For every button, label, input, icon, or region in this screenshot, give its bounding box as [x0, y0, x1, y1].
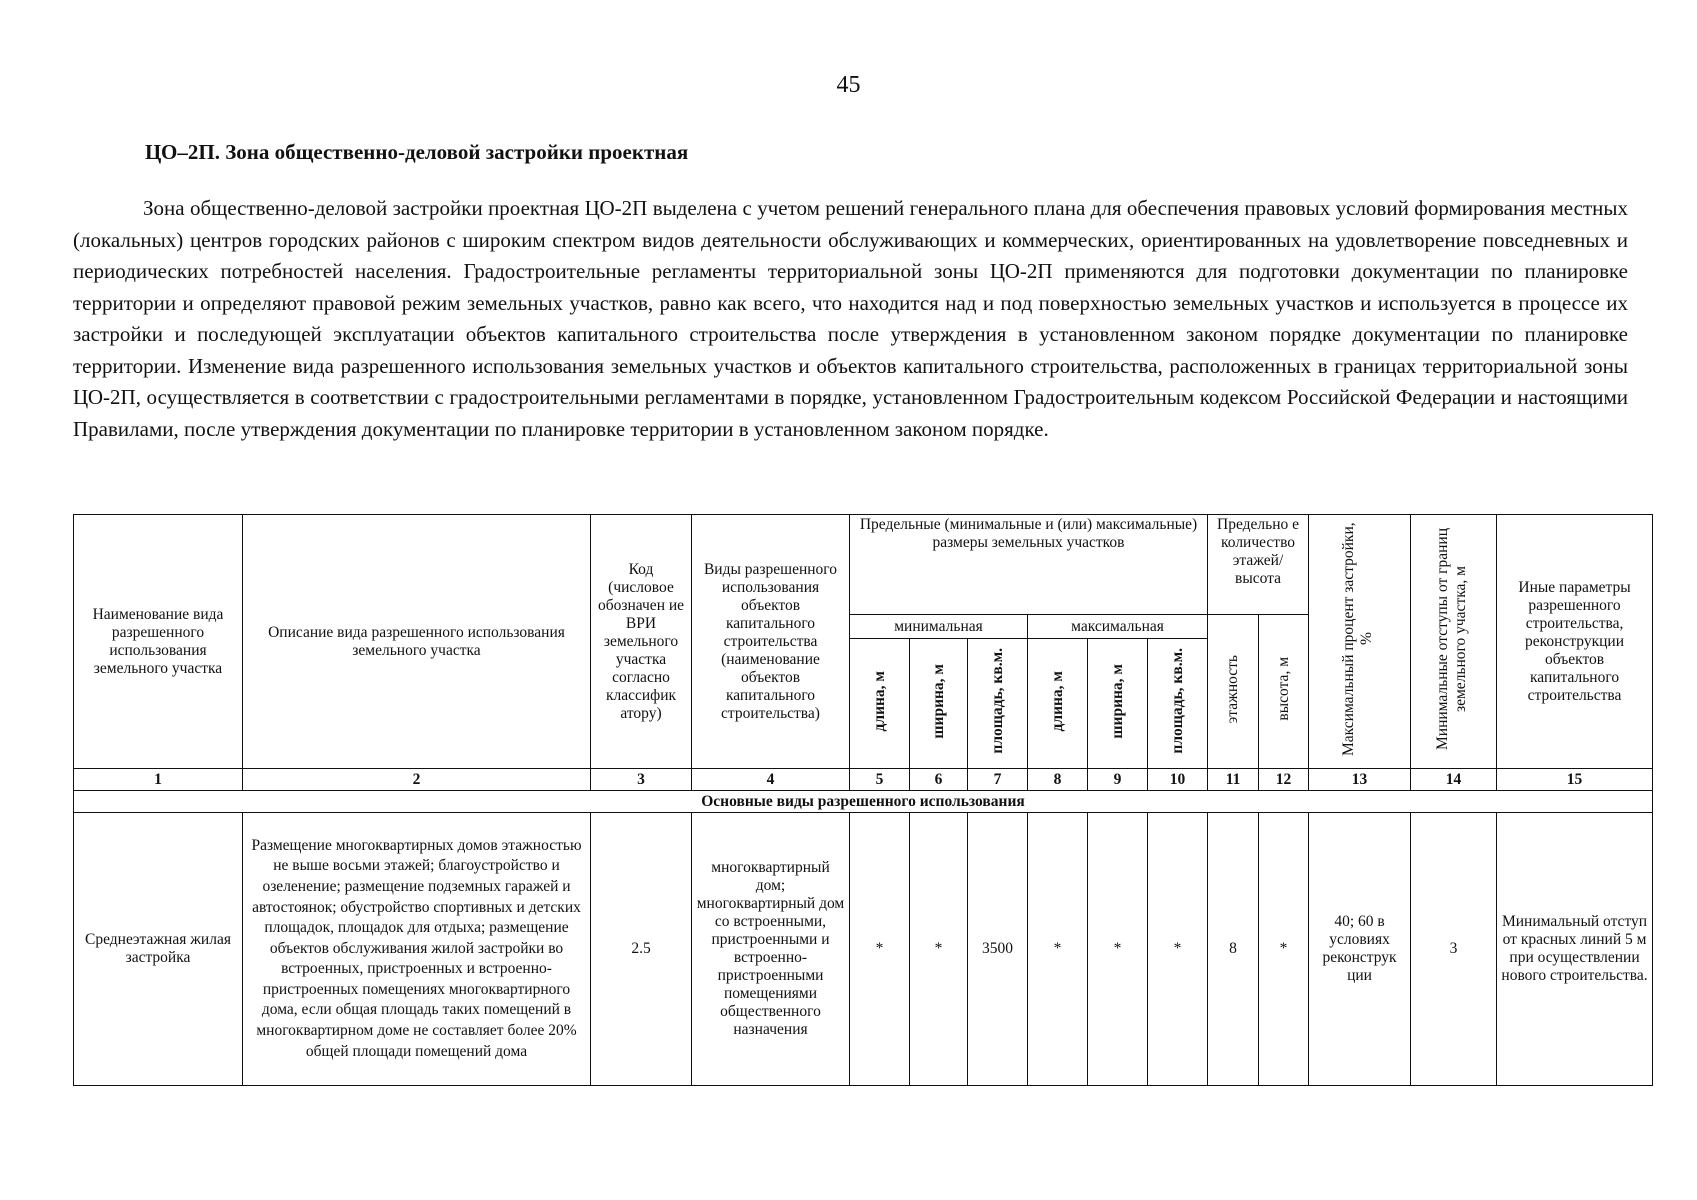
column-number: 9	[1088, 769, 1148, 791]
header-max-width	[1088, 639, 1148, 769]
header-height-label: высота, м	[1274, 657, 1292, 721]
section-header-row	[74, 791, 1653, 813]
header-min-group: минимальная	[850, 615, 1028, 639]
table-row	[74, 813, 1653, 1086]
section-title: ЦО–2П. Зона общественно-деловой застройки проектная	[145, 140, 689, 164]
cell-other-params: Минимальный отступ от красных линий 5 м при осуществлении нового строительства.	[1497, 813, 1653, 1086]
column-number: 11	[1208, 769, 1259, 791]
header-vri-description: Описание вида разрешенного использования земельного участка	[243, 515, 591, 769]
column-number: 15	[1497, 769, 1653, 791]
cell-vri-name: Среднеэтажная жилая застройка	[74, 813, 243, 1086]
cell-vri-code: 2.5	[591, 813, 692, 1086]
column-number: 6	[910, 769, 968, 791]
section-label: Основные виды разрешенного использования	[74, 791, 1653, 813]
header-min-setback	[1411, 515, 1497, 769]
cell-min-area: 3500	[968, 813, 1028, 1086]
header-floors	[1208, 615, 1259, 769]
column-number: 4	[692, 769, 850, 791]
header-max-area	[1148, 639, 1208, 769]
header-min-area-label: площадь, кв.м.	[988, 648, 1006, 754]
header-max-coverage	[1309, 515, 1411, 769]
column-number: 14	[1411, 769, 1497, 791]
header-floors-label: этажность	[1224, 654, 1242, 724]
column-number: 12	[1259, 769, 1309, 791]
header-min-area	[968, 639, 1028, 769]
column-number: 5	[850, 769, 910, 791]
column-number: 2	[243, 769, 591, 791]
cell-max-coverage: 40; 60 в условиях реконструк ции	[1309, 813, 1411, 1086]
header-max-coverage-label: Максимальный процент застройки, %	[1339, 522, 1375, 756]
column-number: 10	[1148, 769, 1208, 791]
regulations-table	[73, 514, 1653, 1086]
header-max-group: максимальная	[1028, 615, 1208, 639]
cell-min-setback: 3	[1411, 813, 1497, 1086]
column-number: 3	[591, 769, 692, 791]
header-max-length-label: длина, м	[1048, 670, 1066, 732]
header-vri-name: Наименование вида разрешенного использования земельного участка	[74, 515, 243, 769]
cell-vri-description: Размещение многоквартирных домов этажностью не выше восьми этажей; благоустройство и озеленение; размещение подземных гаражей и автостоянок; обустройство спортивных и детских площадок, площадок для отдыха; размещение объектов обслуживания жилой застройки во встроенных, пристроенных и встроенно-пристроенных помещениях многоквартирного дома, если общая площадь таких помещений в многоквартирном доме не составляет более 20% общей площади помещений дома	[243, 813, 591, 1086]
table-header-row	[74, 515, 1653, 615]
column-number: 8	[1028, 769, 1088, 791]
header-other-params: Иные параметры разрешенного строительства, реконструкции объектов капитального строительства	[1497, 515, 1653, 769]
header-floors-height: Предельно е количество этажей/ высота	[1208, 515, 1309, 615]
cell-height: *	[1259, 813, 1309, 1086]
cell-max-area: *	[1148, 813, 1208, 1086]
header-plot-sizes: Предельные (минимальные и (или) максимальные) размеры земельных участков	[850, 515, 1208, 615]
header-min-setback-label: Минимальные отступы от границ земельного участка, м	[1433, 528, 1469, 751]
cell-max-length: *	[1028, 813, 1088, 1086]
cell-max-width: *	[1088, 813, 1148, 1086]
header-min-length-label: длина, м	[870, 670, 888, 732]
page-number: 45	[836, 72, 861, 98]
header-max-length	[1028, 639, 1088, 769]
column-number: 7	[968, 769, 1028, 791]
header-max-area-label: площадь, кв.м.	[1168, 648, 1186, 754]
header-min-length	[850, 639, 910, 769]
header-min-width	[910, 639, 968, 769]
header-max-width-label: ширина, м	[1108, 663, 1126, 739]
cell-min-length: *	[850, 813, 910, 1086]
column-number: 1	[74, 769, 243, 791]
intro-paragraph: Зона общественно-деловой застройки проектная ЦО-2П выделена с учетом решений генерального плана для обеспечения правовых условий формирования местных (локальных) центров городских районов с широким спектром видов деятельности обслуживающих и коммерческих, ориентированных на удовлетворение повседневных и периодических потребностей населения. Градостроительные регламенты территориальной зоны ЦО-2П применяются для подготовки документации по планировке территории и определяют правовой режим земельных участков, равно как всего, что находится над и под поверхностью земельных участков и используется в процессе их застройки и последующей эксплуатации объектов капитального строительства после утверждения в установленном законом порядке документации по планировке территории. Изменение вида разрешенного использования земельных участков и объектов капитального строительства, расположенных в границах территориальной зоны ЦО-2П, осуществляется в соответствии с градостроительными регламентами в порядке, установленном Градостроительным кодексом Российской Федерации и настоящими Правилами, после утверждения документации по планировке территории в установленном законом порядке.	[73, 196, 1628, 441]
header-height	[1259, 615, 1309, 769]
header-vri-code: Код (числовое обозначен ие ВРИ земельного участка согласно классифик атору)	[591, 515, 692, 769]
column-number: 13	[1309, 769, 1411, 791]
cell-oks-types: многоквартирный дом; многоквартирный дом со встроенными, пристроенными и встроенно-пристроенными помещениями общественного назначения	[692, 813, 850, 1086]
header-min-width-label: ширина, м	[929, 663, 947, 739]
header-oks-types: Виды разрешенного использования объектов капитального строительства (наименование объектов капитального строительства)	[692, 515, 850, 769]
column-numbers-row	[74, 769, 1653, 791]
cell-floors: 8	[1208, 813, 1259, 1086]
cell-min-width: *	[910, 813, 968, 1086]
